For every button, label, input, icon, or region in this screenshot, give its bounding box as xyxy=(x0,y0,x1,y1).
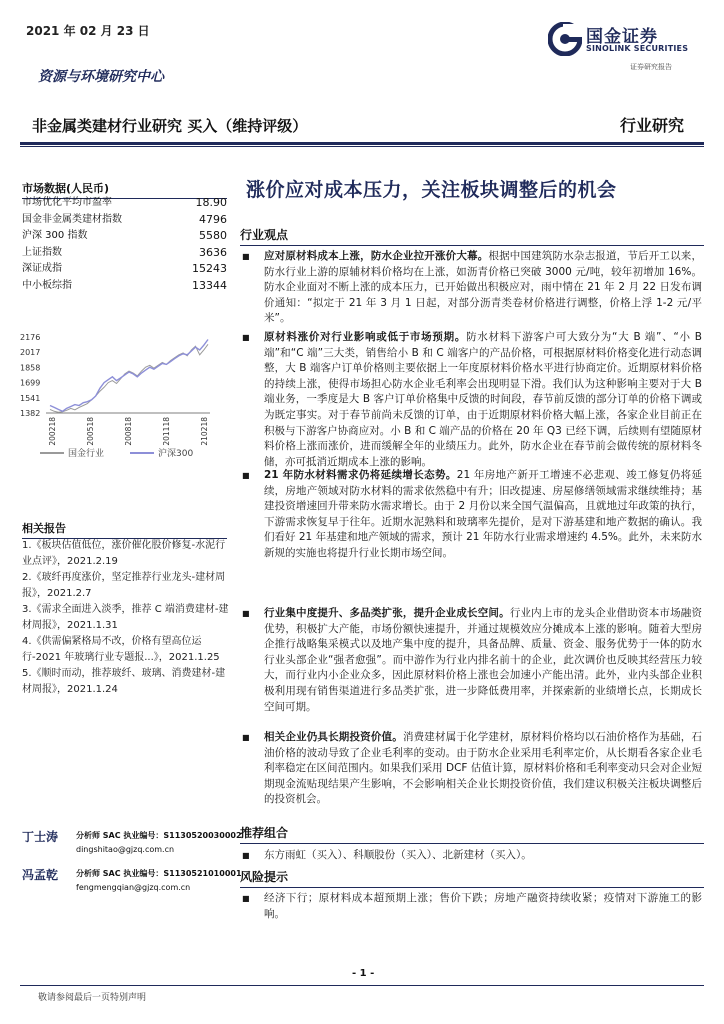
risk-text: 经济下行；原材料成本超预期上涨；售价下跌；房地产融资持续收紧；疫情对下游施工的影响。 xyxy=(264,892,702,920)
related-report-item[interactable]: 2.《玻纤再度涨价，坚定推荐行业龙头-建材周报》，2021.2.7 xyxy=(22,572,226,599)
section-heading-view: 行业观点 xyxy=(240,226,704,246)
paragraph-1 xyxy=(242,249,702,327)
section-heading-recommend: 推荐组合 xyxy=(240,824,704,844)
report-date: 2021 年 02 月 23 日 xyxy=(26,24,150,38)
risk-paragraph xyxy=(242,891,702,922)
y-tick-label: 1382 xyxy=(20,409,41,418)
x-tick-label: 210218 xyxy=(200,417,209,446)
report-tag: 证券研究报告 xyxy=(630,63,672,71)
footer-disclaimer: 敬请参阅最后一页特别声明 xyxy=(38,993,147,1003)
paragraph-body: 根据中国建筑防水杂志报道，节后开工以来，防水行业上游的原辅材料价格均在上涨，如沥青价格已突破 3000 元/吨，较年初增加 16%。防水企业面对不断上涨的成本压力，已开始做出积极应对，雨中情在 21 年 2 月 22 日发布调价通知：“拟定于 21 年 3 月 1 日起，对部分沥青类卷材价格进行调整，价格上浮 1-2 元/平米”。 xyxy=(264,250,702,325)
paragraph-body: 消费建材属于化学建材，原材料价格均以石油价格作为基础，石油价格的波动导致了企业毛利率的变动。由于防水企业采用毛利率定价，从长期看各家企业毛利率稳定在区间范围内。如果我们采用 DCF 估值计算，原材料价格和毛利率变动只会对企业短期现金流贴现结果产生影响，不会影响相关企业长期投资价值，我们建议积极关注板块调整后的投资机会。 xyxy=(264,731,702,806)
chart-legend xyxy=(40,446,193,459)
y-tick-label: 2176 xyxy=(20,333,41,342)
sinolink-logo-icon xyxy=(548,22,582,56)
paragraph-lead: 原材料涨价对行业影响或低于市场预期。 xyxy=(264,331,467,343)
paragraph-2 xyxy=(242,330,702,470)
series-line-hs300 xyxy=(50,340,208,412)
bullet-icon: ■ xyxy=(242,851,250,860)
related-reports-heading: 相关报告 xyxy=(22,520,227,539)
y-tick-label: 1699 xyxy=(20,378,41,388)
paragraph-5 xyxy=(242,730,702,808)
bullet-icon: ■ xyxy=(242,733,250,742)
analyst-email[interactable]: fengmengqian@gjzq.com.cn xyxy=(76,883,191,892)
paragraph-lead: 行业集中度提升、多品类扩张，提升企业成长空间。 xyxy=(264,607,510,619)
header-title: 非金属类建材行业研究 买入（维持评级） xyxy=(32,117,308,135)
logo-chinese-name: 国金证券 xyxy=(586,27,658,47)
related-report-item[interactable]: 3.《需求全面进入淡季，推荐 C 端消费建材-建材周报》，2021.1.31 xyxy=(22,604,229,631)
bullet-icon: ■ xyxy=(242,333,250,342)
paragraph-lead: 相关企业仍具长期投资价值。 xyxy=(264,731,403,743)
y-tick-label: 2017 xyxy=(20,348,41,358)
market-row: 中小板综指 13344 xyxy=(22,278,227,292)
legend-item-industry: 国金行业 xyxy=(40,446,104,459)
bullet-icon: ■ xyxy=(242,894,250,903)
related-report-item[interactable]: 1.《板块估值低位，涨价催化股价修复-水泥行业点评》，2021.2.19 xyxy=(22,540,226,567)
recommendation-text: 东方雨虹（买入）、科顺股份（买入）、北新建材（买入）。 xyxy=(264,849,532,861)
related-reports-list xyxy=(22,538,234,698)
market-data-heading: 市场数据(人民币) xyxy=(22,180,227,199)
analyst-name: 丁士涛 xyxy=(22,830,59,844)
market-data-table xyxy=(22,195,227,294)
research-center: 资源与环境研究中心 xyxy=(38,69,164,85)
analyst-cert: 分析师 SAC 执业编号：S1130520030002 xyxy=(76,831,242,840)
market-row: 国金非金属类建材指数 4796 xyxy=(22,212,227,226)
market-row: 深证成指 15243 xyxy=(22,262,227,275)
header-divider-thin xyxy=(20,146,704,147)
footer-divider xyxy=(20,985,704,986)
industry-label: 行业研究 xyxy=(619,116,684,135)
paragraph-4 xyxy=(242,606,702,715)
y-tick-label: 1541 xyxy=(20,393,41,403)
section-heading-risk: 风险提示 xyxy=(240,868,704,888)
bullet-icon: ■ xyxy=(242,609,250,618)
x-tick-label: 200518 xyxy=(86,417,95,446)
bullet-icon: ■ xyxy=(242,252,250,261)
y-tick-label: 1858 xyxy=(20,363,41,373)
analyst-cert: 分析师 SAC 执业编号：S1130521010001 xyxy=(76,869,242,878)
analyst-email[interactable]: dingshitao@gjzq.com.cn xyxy=(76,845,175,854)
analyst-name: 冯孟乾 xyxy=(22,868,59,882)
paragraph-body: 21 年房地产新开工增速不必悲观、竣工修复仍将延续，房地产领域对防水材料的需求依然稳中有升；旧改提速、房屋修缮领域需求继续维持；基建投资增速回升带来防水需求增长。由于 2 月份以来全国气温偏高，且就地过年政策的执行，下游需求恢复早于往年。近期水泥熟料和玻璃率先提价，是对下游基建和地产数据的确认。我们看好 21 年基建和地产领域的需求，预计 21 年防水行业需求增速约 4.5%。此外，未来防水新规的实施也将提升行业长期市场空间。 xyxy=(264,469,702,559)
paragraph-body: 行业内上市的龙头企业借助资本市场融资优势，积极扩大产能，市场份额快速提升，并通过规模效应分摊成本上涨的影响。随着大型房企推行战略集采模式以及地产集中度的提升，具备品牌、质量、资金、服务优势于一体的防水行业头部企业“强者愈强”。而中游作为行业内排名前十的企业，此次调价也反映其经营压力较大，而行业内小企业众多，因此原材料价格上涨也会加速小产能出清。此外，业内头部企业积极利用现有销售渠道进行多品类扩张，进一步降低费用率，并探索新的业绩增长点，长期成长空间可期。 xyxy=(264,607,702,713)
page-number: - 1 - xyxy=(352,968,375,979)
company-logo xyxy=(548,20,700,66)
paragraph-lead: 21 年防水材料需求仍将延续增长态势。 xyxy=(264,469,457,481)
index-line-chart xyxy=(18,325,218,455)
related-report-item[interactable]: 4.《供需偏紧格局不改，价格有望高位运行-2021 年玻璃行业专题报...》，2021.1.25 xyxy=(22,636,220,663)
paragraph-3 xyxy=(242,468,702,562)
x-tick-label: 201118 xyxy=(162,417,171,446)
paragraph-body: 防水材料下游客户可大致分为“大 B 端”、“小 B 端”和“C 端”三大类，销售给小 B 和 C 端客户的产品价格，可根据原材料价格变化进行动态调整，大 B 端客户订单价格则主要依据上一年度原材料价格水平进行协商定价。近期原材料价格的持续上涨，使得市场担心防水企业毛利率会出现明显下滑。我们认为这种影响主要对于大 B 端业务，一季度是大 B 客户订单价格集中反馈的时间段，春节前反馈的部分订单的价格下调或为既定事实。对于春节前尚未反馈的订单，由于近期原材料价格大幅上涨，各家企业目前正在积极与下游客户协商应对。小 B 和 C 端产品的价格在 20 年 Q3 已经下调，后续则有望随原材料价格上涨而涨价，进而缓解全年的业绩压力。此外，防水企业在春节前会做传统的原材料冬储，亦可抵消近期成本上涨的影响。 xyxy=(264,331,702,468)
legend-item-hs300: 沪深300 xyxy=(130,446,193,459)
paragraph-lead: 应对原材料成本上涨，防水企业拉开涨价大幕。 xyxy=(264,250,489,262)
report-title: 涨价应对成本压力，关注板块调整后的机会 xyxy=(246,179,617,201)
market-row: 市场优化平均市盈率 18.90 xyxy=(22,196,227,209)
logo-english-name: SINOLINK SECURITIES xyxy=(586,44,689,53)
bullet-icon: ■ xyxy=(242,471,250,480)
header-divider xyxy=(20,142,704,145)
market-row: 上证指数 3636 xyxy=(22,245,227,259)
related-report-item[interactable]: 5.《顺时而动，推荐玻纤、玻璃、消费建材-建材周报》，2021.1.24 xyxy=(22,668,226,695)
x-tick-label: 200218 xyxy=(48,417,57,446)
x-tick-label: 200818 xyxy=(124,417,133,446)
market-row: 沪深 300 指数 5580 xyxy=(22,229,227,242)
recommendation-paragraph xyxy=(242,848,702,864)
